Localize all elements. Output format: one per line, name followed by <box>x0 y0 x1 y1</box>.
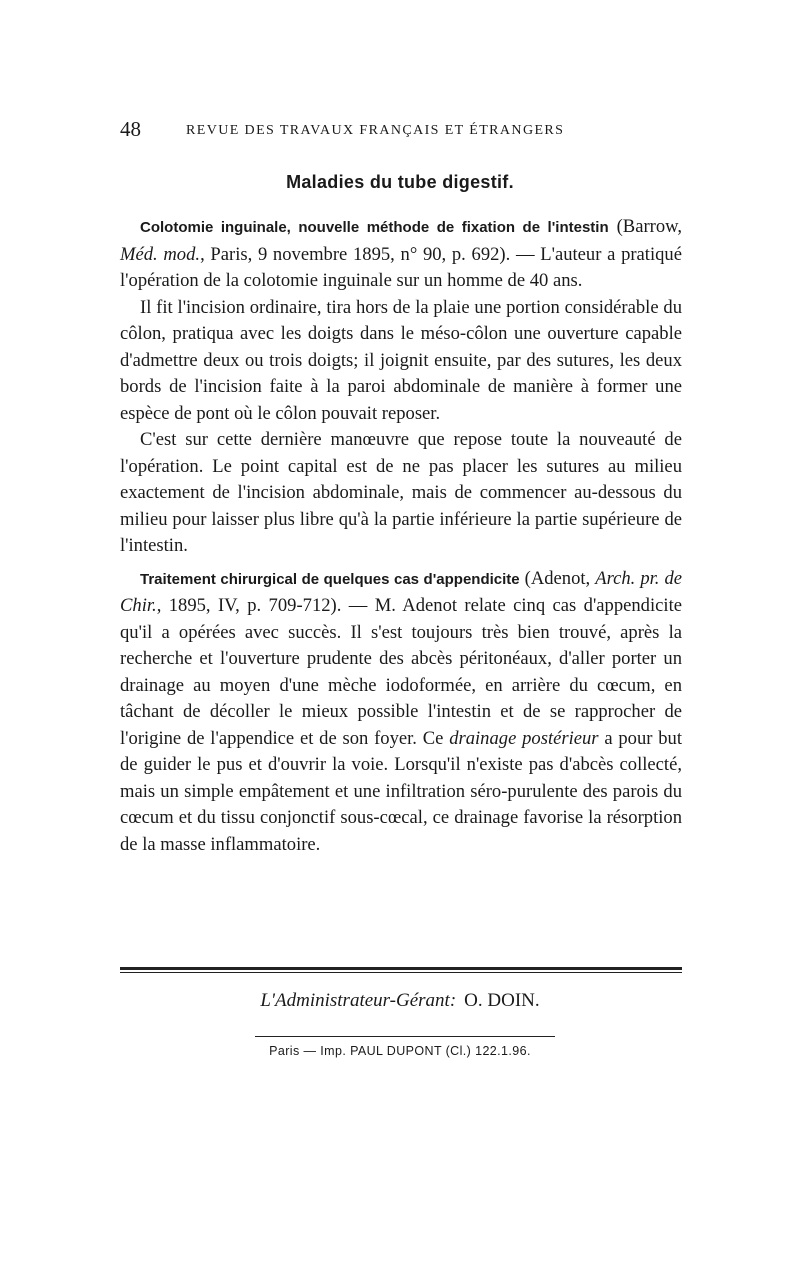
article-1-citation-suffix: , Paris, 9 novembre 1895, n° 90, p. 692). — L'auteur a pratiqué l'opération de la colotomie inguinale sur un homme de 40 ans. <box>120 243 682 291</box>
footer-rule-thick <box>120 967 682 970</box>
article-2-continuation: a pour but de guider le pus et d'ouvrir la voie. Lorsqu'il n'existe pas d'abcès collecté, mais un simple empâtement et une infiltration séro-purulente des parois du cœcum et du tissu conjonctif sous-cœcal, ce drainage favorise la résorption de la masse inflammatoire. <box>120 727 682 855</box>
page-number: 48 <box>120 117 141 141</box>
article-1-citation-prefix: (Barrow, <box>608 216 683 237</box>
article-1-intro <box>120 214 682 295</box>
signature-role: L'Administrateur-Gérant: <box>260 990 457 1011</box>
article-2-emphasis: drainage postérieur <box>449 727 599 749</box>
signature-name: O. DOIN. <box>464 990 540 1011</box>
article-1-paragraph: Il fit l'incision ordinaire, tira hors de la plaie une portion considérable du côlon, pratiqua avec les doigts dans le méso-côlon une ouverture capable d'admettre deux ou trois doigts; il joignit ensuite, par des sutures, les deux bords de l'incision faite à la paroi abdominale de manière à former une espèce de pont où le côlon pouvait reposer. <box>120 296 682 424</box>
running-head <box>120 118 680 140</box>
article-1-paragraph: C'est sur cette dernière manœuvre que repose toute la nouveauté de l'opération. Le point capital est de ne pas placer les sutures au milieu exactement de l'incision abdominale, mais de commencer au-dessous du milieu pour laisser plus libre qu'à la partie inférieure la partie supérieure de l'intestin. <box>120 429 682 556</box>
article-2-body <box>120 566 682 859</box>
article-1-journal: Méd. mod. <box>120 243 201 265</box>
printer-imprint: Paris — Imp. PAUL DUPONT (Cl.) 122.1.96. <box>269 1044 531 1058</box>
article-2-title: Traitement chirurgical de quelques cas d'appendicite <box>140 570 520 588</box>
article-2-citation-suffix: , 1895, IV, p. 709-712). — M. Adenot relate cinq cas d'appendicite qu'il a opérées avec succès. Il s'est toujours très bien trouvé, après la recherche et l'ouverture prudente des abcès péritonéaux, d'aller porter un drainage au moyen d'une mèche iodoformée, en arrière du cœcum, en tâchant de décoller le mieux possible l'intestin et de se rapprocher de l'origine de l'appendice et de son foyer. Ce <box>120 595 682 749</box>
article-1-title: Colotomie inguinale, nouvelle méthode de fixation de l'intestin <box>140 219 609 236</box>
article-body <box>120 214 682 858</box>
journal-title: REVUE DES TRAVAUX FRANÇAIS ET ÉTRANGERS <box>186 123 565 138</box>
section-heading: Maladies du tube digestif. <box>286 172 514 192</box>
imprint-rule <box>255 1036 555 1037</box>
signature <box>0 990 800 1012</box>
article-2-citation-prefix: (Adenot, <box>519 567 596 589</box>
article-2-journal: Arch. pr. de Chir. <box>120 567 682 616</box>
footer-rule-thin <box>120 972 682 973</box>
